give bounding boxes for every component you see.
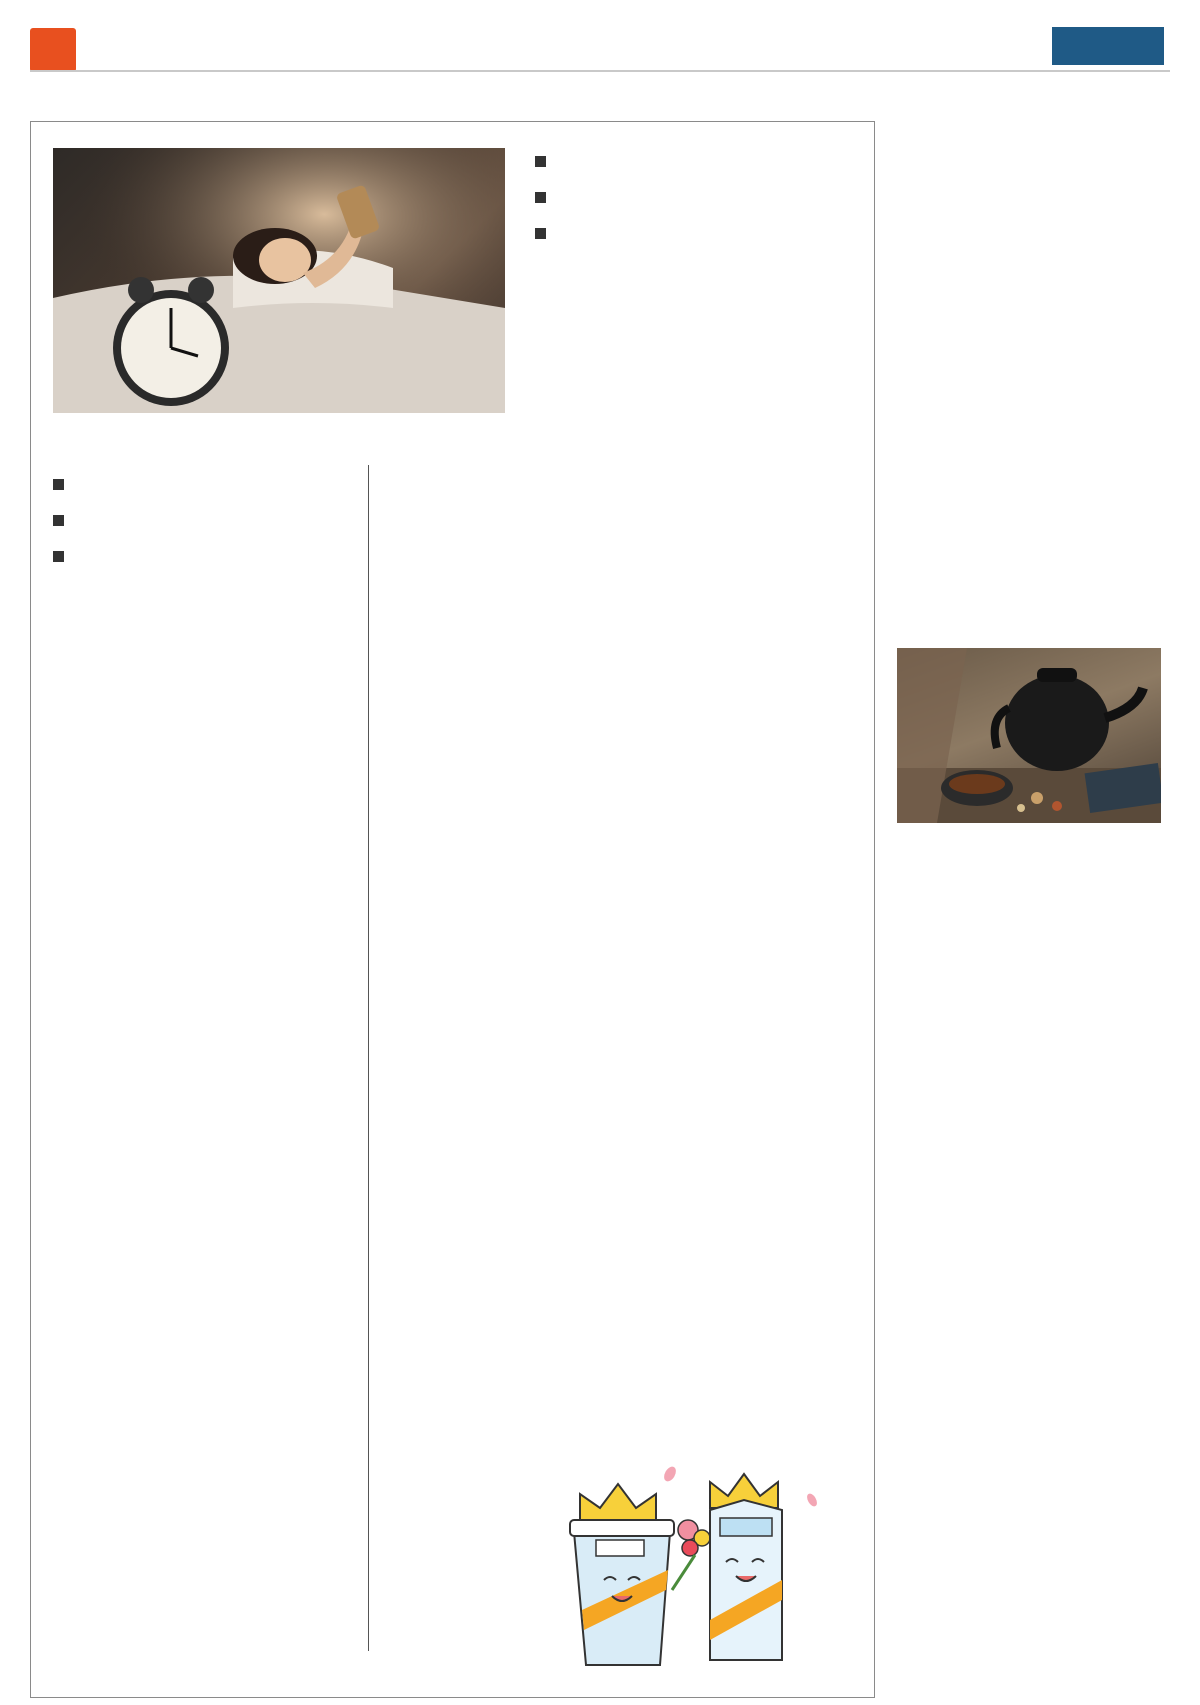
subhead-yogurt: [535, 221, 848, 247]
subhead-bowel: [53, 544, 350, 570]
headline-divider: [368, 465, 369, 1651]
article-column-2: [535, 141, 848, 253]
masthead-logo: [1052, 27, 1164, 65]
page-number: [30, 28, 76, 72]
subhead-drinking: [53, 508, 350, 534]
header-divider: [30, 70, 1170, 72]
photo-spacer: [893, 158, 1165, 358]
side-article-column: [893, 158, 1165, 358]
subhead-hair-dye: [535, 185, 848, 211]
photo-phone-in-bed-illustration: [53, 148, 505, 413]
photo-phone-in-bed: [53, 148, 505, 413]
subhead-phone-insomnia: [53, 472, 350, 498]
subhead-water: [535, 149, 848, 175]
photo-herbal-teapot: [897, 648, 1161, 823]
article-column-1: [53, 472, 350, 576]
yogurt-milk-cartoon: [560, 1460, 850, 1690]
cartoon-illustration: [560, 1460, 850, 1690]
photo-herbal-teapot-illustration: [897, 648, 1161, 823]
